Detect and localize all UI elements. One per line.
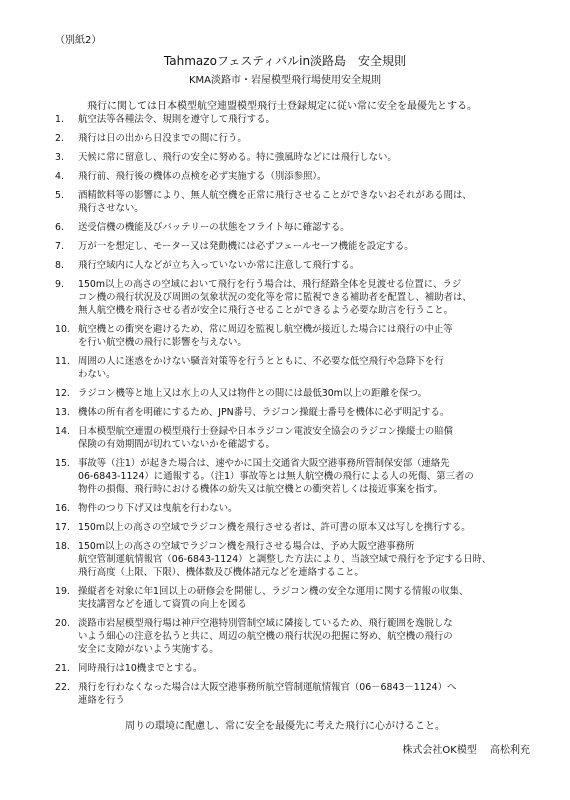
rule-number: 2. — [55, 133, 64, 144]
rule-line: 無人航空機を飛行させる者が安全に飛行させることができるよう必要な助言を行うこと。 — [78, 305, 454, 316]
rule-number: 18. — [55, 541, 70, 552]
rule-item — [55, 521, 535, 534]
rule-text — [78, 151, 535, 164]
rule-item — [55, 425, 535, 451]
rule-item — [55, 132, 535, 145]
rule-item — [55, 113, 535, 126]
rule-item — [55, 355, 535, 381]
rule-line: 航空管制運航情報官（06-6843-1124）と調整した方法により、当該空域で飛行を予定する日時、 — [78, 554, 492, 565]
document-subtitle: KMA淡路市・岩屋模型飛行場使用安全規則 — [188, 75, 382, 86]
rule-text — [78, 681, 535, 707]
rule-line: 機体の所有者を明確にするため、JPN番号、ラジコン操縦士番号を機体に必ず明記する。 — [78, 407, 450, 418]
rule-item — [55, 617, 535, 656]
rule-line: 天候に常に留意し、飛行の安全に努める。特に強風時などには飛行しない。 — [78, 152, 397, 163]
rule-item — [55, 681, 535, 707]
rule-line: 飛行空域内に人などが立ち入っていないか常に注意して飛行する。 — [78, 260, 360, 271]
rule-item — [55, 278, 535, 317]
rule-number: 4. — [55, 171, 64, 182]
rule-line: 酒精飲料等の影響により、無人航空機を正常に飛行させることができないおそれがある間は、 — [78, 190, 472, 201]
rule-item — [55, 240, 535, 253]
rule-number: 12. — [55, 388, 70, 399]
rule-number: 9. — [55, 279, 64, 290]
rule-number: 20. — [55, 618, 70, 629]
rule-line: 事故等（注1）が起きた場合は、速やかに国土交通省大阪空港事務所管制保安部（連絡先 — [78, 458, 450, 469]
rule-item — [55, 585, 535, 611]
rule-text — [78, 355, 535, 381]
rule-line: 実技講習などを通して資質の向上を図る — [78, 599, 247, 610]
rule-line: 飛行は日の出から日没までの間に行う。 — [78, 133, 247, 144]
rule-item — [55, 259, 535, 272]
rule-item — [55, 406, 535, 419]
rule-line: 保険の有効期間が切れていないかを確認する。 — [78, 439, 275, 450]
rule-line: 飛行を行わなくなった場合は大阪空港事務所航空管制運航情報官（06－6843－1124）へ — [78, 682, 457, 693]
rule-line: 150m以上の高さの空域において飛行を行う場合は、飛行経路全体を見渡せる位置に、ラジ — [78, 279, 462, 290]
rule-number: 21. — [55, 663, 70, 674]
rule-item — [55, 662, 535, 675]
rule-number: 6. — [55, 222, 64, 233]
rule-line: 航空機との衝突を避けるため、常に周辺を監視し航空機が接近した場合には飛行の中止等 — [78, 324, 453, 335]
rule-line: 送受信機の機能及びバッテリーの状態をフライト毎に確認する。 — [78, 222, 350, 233]
rule-number: 17. — [55, 522, 70, 533]
rule-line: 06-6843-1124）に通報する。（注1）事故等とは無人航空機の飛行による人の死傷、第三者の — [78, 471, 474, 482]
rule-line: 150m以上の高さの空域でラジコン機を飛行させる者は、許可書の原本又は写しを携行する。 — [78, 522, 471, 533]
rule-line: 淡路市岩屋模型飛行場は神戸空港特別管制空域に隣接しているため、飛行範囲を逸脱しな — [78, 618, 453, 629]
rule-number: 5. — [55, 190, 64, 201]
rule-line: 飛行させない。 — [78, 203, 144, 214]
rule-text — [78, 406, 535, 419]
intro-text: 飛行に関しては日本模型航空連盟模型飛行士登録規定に従い常に安全を最優先とする。 — [87, 101, 477, 112]
rule-number: 13. — [55, 407, 70, 418]
rule-item — [55, 387, 535, 400]
attachment-tag: （別紙2） — [55, 35, 102, 46]
rule-item — [55, 151, 535, 164]
rule-number: 7. — [55, 241, 64, 252]
rule-line: コン機の飛行状況及び周囲の気象状況の変化等を常に監視できる補助者を配置し、補助者は、 — [78, 292, 472, 303]
rule-number: 19. — [55, 586, 70, 597]
rule-text — [78, 540, 535, 579]
rule-line: 物件のつり下げ又は曳航を行わない。 — [78, 503, 238, 514]
rule-line: 安全に支障がないよう実施する。 — [78, 644, 219, 655]
signature: 株式会社OK模型 高松利充 — [402, 745, 530, 756]
rule-item — [55, 221, 535, 234]
rule-line: 飛行高度（上限、下限）、機体数及び機体諸元などを連絡すること。 — [78, 567, 364, 578]
rule-number: 16. — [55, 503, 70, 514]
rule-item — [55, 323, 535, 349]
rule-text — [78, 585, 535, 611]
rule-line: 航空法等各種法令、規則を遵守して飛行する。 — [78, 114, 275, 125]
rule-line: わない。 — [78, 369, 116, 380]
rule-text — [78, 457, 535, 496]
rule-number: 1. — [55, 114, 64, 125]
rule-item — [55, 457, 535, 496]
rule-line: ラジコン機等と地上又は水上の人又は物件との間には最低30m以上の距離を保つ。 — [78, 388, 427, 399]
rule-text — [78, 617, 535, 656]
rule-number: 8. — [55, 260, 64, 271]
rule-item — [55, 189, 535, 215]
rule-line: 連絡を行う — [78, 695, 125, 706]
rule-number: 15. — [55, 458, 70, 469]
rule-item — [55, 540, 535, 579]
rule-text — [78, 221, 535, 234]
closing-text: 周りの環境に配慮し、常に安全を最優先に考えた飛行に心がけること。 — [125, 721, 445, 732]
rule-text — [78, 113, 535, 126]
rule-line: 物件の損傷、飛行時における機体の紛失又は航空機との衝突若しくは接近事案を指す。 — [78, 484, 443, 495]
rule-text — [78, 170, 535, 183]
rule-line: 同時飛行は10機までとする。 — [78, 663, 203, 674]
rule-line: 周囲の人に迷惑をかけない騒音対策等を行うとともに、不必要な低空飛行や急降下を行 — [78, 356, 444, 367]
rule-text — [78, 259, 535, 272]
rule-text — [78, 132, 535, 145]
rule-number: 14. — [55, 426, 70, 437]
rule-number: 3. — [55, 152, 64, 163]
rule-text — [78, 189, 535, 215]
document-title: Tahmazoフェスティバルin淡路島 安全規則 — [163, 54, 407, 68]
rule-line: 万が一を想定し、モーター又は発動機には必ずフェールセーフ機能を設定する。 — [78, 241, 414, 252]
rule-number: 11. — [55, 356, 70, 367]
rule-line: 飛行前、飛行後の機体の点検を必ず実施する（別添参照）。 — [78, 171, 327, 182]
rule-line: 操縦者を対象に年1回以上の研修会を開催し、ラジコン機の安全な運用に関する情報の収集、 — [78, 586, 469, 597]
rule-text — [78, 662, 535, 675]
rule-text — [78, 521, 535, 534]
rule-line: を行い航空機の飛行に影響を与えない。 — [78, 337, 247, 348]
rule-line: いよう細心の注意を払うと共に、周辺の航空機の飛行状況の把握に努め、航空機の飛行の — [78, 631, 453, 642]
rule-number: 22. — [55, 682, 70, 693]
rule-line: 日本模型航空連盟の模型飛行士登録や日本ラジコン電波安全協会のラジコン操縦士の賠償 — [78, 426, 454, 437]
rule-text — [78, 425, 535, 451]
rule-text — [78, 278, 535, 317]
rule-item — [55, 502, 535, 515]
rule-text — [78, 387, 535, 400]
rule-item — [55, 170, 535, 183]
rules-list — [55, 113, 535, 713]
rule-text — [78, 323, 535, 349]
rule-text — [78, 502, 535, 515]
rule-text — [78, 240, 535, 253]
rule-line: 150m以上の高さの空域でラジコン機を飛行させる場合は、予め大阪空港事務所 — [78, 541, 415, 552]
rule-number: 10. — [55, 324, 70, 335]
